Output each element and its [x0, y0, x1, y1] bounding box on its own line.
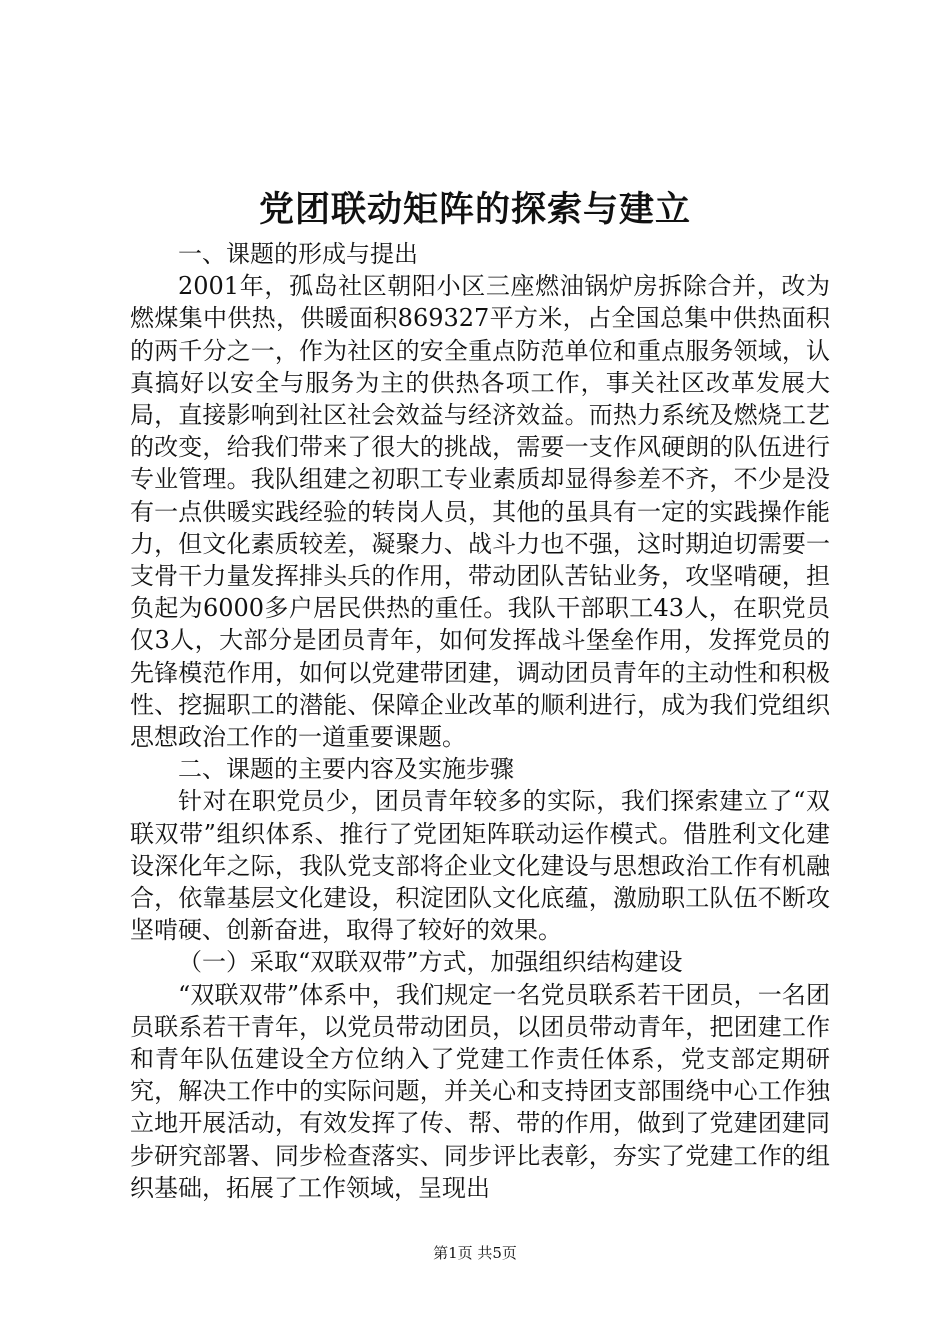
body-paragraph: 针对在职党员少，团员青年较多的实际，我们探索建立了“双联双带”组织体系、推行了党团矩阵联动运作模式。借胜利文化建设深化年之际，我队党支部将企业文化建设与思想政治工作有机融合，依靠基层文化建设，积淀团队文化底蕴，激励职工队伍不断攻坚啃硬、创新奋进，取得了较好的效果。: [130, 787, 830, 945]
section-heading: 二、课题的主要内容及实施步骤: [178, 755, 514, 784]
page-number-footer: 第1页 共5页: [433, 1244, 517, 1262]
subsection-heading: （一）采取“双联双带”方式，加强组织结构建设: [178, 948, 683, 977]
document-body: [130, 238, 830, 1204]
body-paragraph: 2001年，孤岛社区朝阳小区三座燃油锅炉房拆除合并，改为燃煤集中供热，供暖面积869327平方米，占全国总集中供热面积的两千分之一，作为社区的安全重点防范单位和重点服务领域，认真搞好以安全与服务为主的供热各项工作，事关社区改革发展大局，直接影响到社区社会效益与经济效益。而热力系统及燃烧工艺的改变，给我们带来了很大的挑战，需要一支作风硬朗的队伍进行专业管理。我队组建之初职工专业素质却显得参差不齐，不少是没有一点供暖实践经验的转岗人员，其他的虽具有一定的实践操作能力，但文化素质较差，凝聚力、战斗力也不强，这时期迫切需要一支骨干力量发挥排头兵的作用，带动团队苦钻业务，攻坚啃硬，担负起为6000多户居民供热的重任。我队干部职工43人，在职党员仅3人，大部分是团员青年，如何发挥战斗堡垒作用，发挥党员的先锋模范作用，如何以党建带团建，调动团员青年的主动性和积极性、挖掘职工的潜能、保障企业改革的顺利进行，成为我们党组织思想政治工作的一道重要课题。: [130, 272, 830, 752]
section-heading: 一、课题的形成与提出: [178, 240, 418, 268]
body-paragraph: “双联双带”体系中，我们规定一名党员联系若干团员，一名团员联系若干青年，以党员带动团员，以团员带动青年，把团建工作和青年队伍建设全方位纳入了党建工作责任体系，党支部定期研究，解决工作中的实际问题，并关心和支持团支部围绕中心工作独立地开展活动，有效发挥了传、帮、带的作用，做到了党建团建同步研究部署、同步检查落实、同步评比表彰，夯实了党建工作的组织基础，拓展了工作领域，呈现出: [130, 980, 830, 1202]
document-title: 党团联动矩阵的探索与建立: [258, 189, 691, 230]
